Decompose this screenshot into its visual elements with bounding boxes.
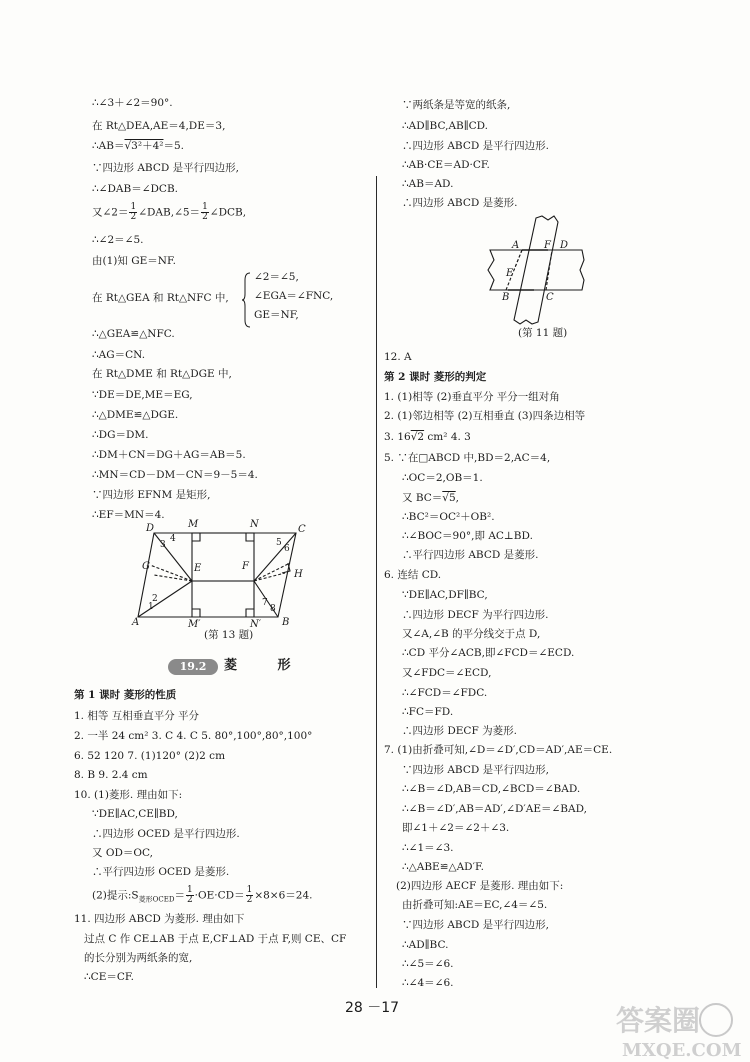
- lesson-title: 第 2 课时 菱形的判定: [384, 371, 487, 383]
- answer-line: [92, 886, 312, 905]
- label-a: A: [512, 240, 520, 251]
- answer-line: ∴CD 平分∠ACB,即∠FCD＝∠ECD.: [402, 647, 575, 659]
- angle-label-2: 2: [152, 594, 158, 604]
- answer-line: ∵DE∥AC,CE∥BD,: [92, 808, 178, 820]
- answer-line: 11. 四边形 ABCD 为菱形. 理由如下: [74, 913, 245, 925]
- text-line: [92, 203, 246, 222]
- numerator: 1: [186, 885, 193, 895]
- text-line: ∴DM＋CN＝DG＋AG＝AB＝5.: [92, 449, 246, 461]
- label-n: N: [250, 519, 259, 530]
- answer-line: ∴OC＝2,OB＝1.: [402, 472, 483, 484]
- subscript: 菱形OCED: [138, 895, 175, 904]
- watermark-bottom: MXQE.COM: [622, 1040, 742, 1061]
- answer-line: ∵四边形 ABCD 是平行四边形,: [402, 764, 549, 776]
- text-line: ∴AB＝AD.: [402, 178, 454, 190]
- text-line: 由(1)知 GE＝NF.: [92, 255, 176, 267]
- answer-line: [384, 432, 471, 444]
- answer-line: 12. A: [384, 351, 412, 363]
- sqrt-expression: √2: [410, 431, 425, 443]
- answer-line: 8. B 9. 2.4 cm: [74, 769, 148, 781]
- label-d: D: [146, 523, 155, 534]
- text-line: ∴△DME≌△DGE.: [92, 409, 179, 421]
- angle-label-5: 5: [276, 538, 282, 548]
- answer-line: ∴∠FCD＝∠FDC.: [402, 687, 488, 699]
- answer-line: 10. (1)菱形. 理由如下:: [74, 789, 183, 801]
- text-line: 在 Rt△DME 和 Rt△DGE 中,: [92, 368, 232, 380]
- section-number-badge: 19.2: [168, 659, 218, 675]
- horizontal-strip: [488, 250, 584, 290]
- fraction: [201, 203, 209, 222]
- fraction: [129, 203, 137, 222]
- label-b: B: [502, 292, 510, 303]
- answer-line: ∴四边形 OCED 是平行四边形.: [92, 828, 240, 840]
- label-m-prime: M′: [188, 619, 201, 627]
- page-number: 28 －17: [345, 1000, 400, 1016]
- answer-line: 1. (1)相等 (2)垂直平分 平分一组对角: [384, 391, 560, 403]
- text-line: ∵四边形 EFNM 是矩形,: [92, 489, 211, 501]
- text: ＝: [174, 889, 185, 902]
- label-n-prime: N′: [250, 619, 262, 627]
- label-e: E: [194, 563, 202, 574]
- answer-line: 又∠A,∠B 的平分线交于点 D,: [402, 628, 541, 640]
- answer-line: ∴平行四边形 OCED 是菱形.: [92, 866, 230, 878]
- brace-icon: [242, 272, 252, 328]
- answer-line: 由折叠可知:AE＝EC,∠4＝∠5.: [402, 899, 548, 911]
- fraction: [186, 886, 194, 905]
- answer-line: ∴∠5＝∠6.: [402, 958, 454, 970]
- answer-line: 2. (1)邻边相等 (2)互相垂直 (3)四条边相等: [384, 410, 586, 422]
- figure-caption: (第 11 题): [518, 327, 568, 339]
- answer-line: ∴∠BOC＝90°,即 AC⊥BD.: [402, 530, 533, 542]
- text: 3. 16: [384, 431, 411, 443]
- denominator: 2: [246, 895, 253, 905]
- text: cm² 4. 3: [424, 431, 471, 443]
- answer-line: 2. 一半 24 cm² 3. C 4. C 5. 80°,100°,80°,100°: [74, 730, 313, 742]
- text: ∴AB＝: [92, 140, 125, 152]
- angle-label-6: 6: [284, 544, 290, 554]
- answer-line: [402, 493, 459, 505]
- angle-label-1: 1: [148, 602, 154, 612]
- watermark-logo: [598, 996, 748, 1062]
- answer-line: 又 OD＝OC,: [92, 847, 153, 859]
- answer-line: 5. ∵在□ABCD 中,BD＝2,AC＝4,: [384, 452, 551, 464]
- text: (2)提示:S: [92, 889, 139, 902]
- label-h: H: [294, 569, 303, 580]
- text-line: 在 Rt△GEA 和 Rt△NFC 中,: [92, 292, 229, 304]
- text-line: ∴△GEA≌△NFC.: [92, 328, 175, 340]
- angle-label-7: 7: [262, 598, 268, 608]
- text-line: ∵两纸条是等宽的纸条,: [402, 99, 511, 111]
- answer-line: 1. 相等 互相垂直平分 平分: [74, 710, 200, 722]
- answer-line: 的长分别为两纸条的宽,: [84, 952, 193, 964]
- angle-label-4: 4: [170, 534, 176, 544]
- label-a: A: [132, 617, 140, 627]
- answer-line: ∵DE∥AC,DF∥BC,: [402, 589, 488, 601]
- column-divider: [376, 176, 377, 988]
- text-line: ∴DG＝DM.: [92, 429, 149, 441]
- answer-line: ∴∠4＝∠6.: [402, 977, 454, 989]
- numerator: 1: [130, 202, 137, 212]
- answer-line: ∴CE＝CF.: [84, 971, 134, 983]
- answer-line: ∵四边形 ABCD 是平行四边形,: [402, 919, 549, 931]
- text: 又∠2＝: [92, 206, 129, 219]
- answer-line: ∴∠B＝∠D′,AB＝AD′,∠D′AE＝∠BAD,: [402, 803, 587, 815]
- text: ×8×6＝24.: [254, 889, 313, 902]
- text: ∠DCB,: [209, 206, 247, 219]
- text-line: 在 Rt△DEA,AE＝4,DE＝3,: [92, 120, 226, 132]
- text-line: ∴∠DAB＝∠DCB.: [92, 183, 178, 195]
- text-line: ∴AB·CE＝AD·CF.: [402, 159, 490, 171]
- label-g: G: [142, 561, 150, 572]
- watermark-top: 答案圈: [616, 1004, 701, 1037]
- answer-line: ∴∠1＝∠3.: [402, 842, 454, 854]
- text-line: ∴四边形 ABCD 是菱形.: [402, 197, 518, 209]
- text: ,: [455, 492, 460, 504]
- text: 又 BC＝: [402, 492, 443, 504]
- answer-line: 过点 C 作 CE⊥AB 于点 E,CF⊥AD 于点 F,则 CE、CF: [84, 933, 347, 945]
- answer-line: ∴FC＝FD.: [402, 706, 454, 718]
- text-line: ∵四边形 ABCD 是平行四边形,: [92, 162, 239, 174]
- denominator: 2: [186, 895, 193, 905]
- angle-label-8: 8: [270, 604, 276, 614]
- denominator: 2: [130, 212, 137, 222]
- answer-line: ∴∠B＝∠D,AB＝CD,∠BCD＝∠BAD.: [402, 783, 581, 795]
- answer-line: ∴四边形 DECF 为菱形.: [402, 725, 517, 737]
- numerator: 1: [202, 202, 208, 212]
- figure-13-diagram: [130, 515, 310, 627]
- label-f: F: [242, 561, 249, 572]
- angle-label-3: 3: [160, 540, 166, 550]
- answer-line: 7. (1)由折叠可知,∠D＝∠D′,CD＝AD′,AE＝CE.: [384, 744, 613, 756]
- answer-line: (2)四边形 AECF 是菱形. 理由如下:: [396, 880, 564, 892]
- answer-line: 即∠1＋∠2＝∠2＋∠3.: [402, 822, 510, 834]
- figure-caption: (第 13 题): [204, 629, 254, 641]
- text-line: ∠EGA＝∠FNC,: [254, 290, 334, 302]
- numerator: 1: [246, 885, 253, 895]
- label-c: C: [546, 292, 554, 303]
- slanted-strip: [514, 216, 558, 324]
- lesson-title: 第 1 课时 菱形的性质: [74, 689, 177, 701]
- label-b: B: [282, 617, 290, 627]
- answer-line: ∴AD∥BC.: [402, 939, 449, 951]
- label-f: F: [544, 240, 551, 251]
- text-line: ∴∠3＋∠2＝90°.: [92, 97, 173, 109]
- text-line: [92, 141, 184, 153]
- answer-line: ∴四边形 DECF 为平行四边形.: [402, 609, 549, 621]
- answer-line: ∴△ABE≌△AD′F.: [402, 861, 484, 873]
- text-line: ∠2＝∠5,: [254, 271, 299, 283]
- section-title: 菱 形: [224, 658, 309, 673]
- label-m: M: [188, 519, 199, 530]
- text-line: ∵DE＝DE,ME＝EG,: [92, 389, 193, 401]
- label-e: E: [506, 268, 514, 279]
- label-c: C: [298, 524, 306, 535]
- figure-11-diagram: [486, 214, 586, 326]
- answer-line: ∴BC²＝OC²＋OB².: [402, 511, 495, 523]
- answer-line: ∴平行四边形 ABCD 是菱形.: [402, 549, 539, 561]
- fraction: [246, 886, 254, 905]
- answer-line: 6. 52 120 7. (1)120° (2)2 cm: [74, 750, 226, 762]
- text-line: GE＝NF,: [254, 309, 299, 321]
- text: ∠DAB,∠5＝: [138, 206, 201, 219]
- answer-line: 6. 连结 CD.: [384, 569, 442, 581]
- text-line: ∴四边形 ABCD 是平行四边形.: [402, 140, 549, 152]
- text: ＝5.: [163, 140, 184, 152]
- text-line: ∴MN＝CD－DM－CN＝9－5＝4.: [92, 469, 258, 481]
- label-d: D: [560, 240, 569, 251]
- denominator: 2: [202, 212, 208, 222]
- text-line: ∴AD∥BC,AB∥CD.: [402, 120, 489, 132]
- answer-line: 又∠FDC＝∠ECD,: [402, 667, 492, 679]
- sqrt-expression: √3²＋4²: [124, 140, 164, 152]
- text-line: ∴EF＝MN＝4.: [92, 509, 165, 521]
- text: ·OE·CD＝: [194, 889, 245, 902]
- sqrt-expression: √5: [442, 492, 456, 504]
- text-line: ∴∠2＝∠5.: [92, 234, 144, 246]
- text-line: ∴AG＝CN.: [92, 349, 146, 361]
